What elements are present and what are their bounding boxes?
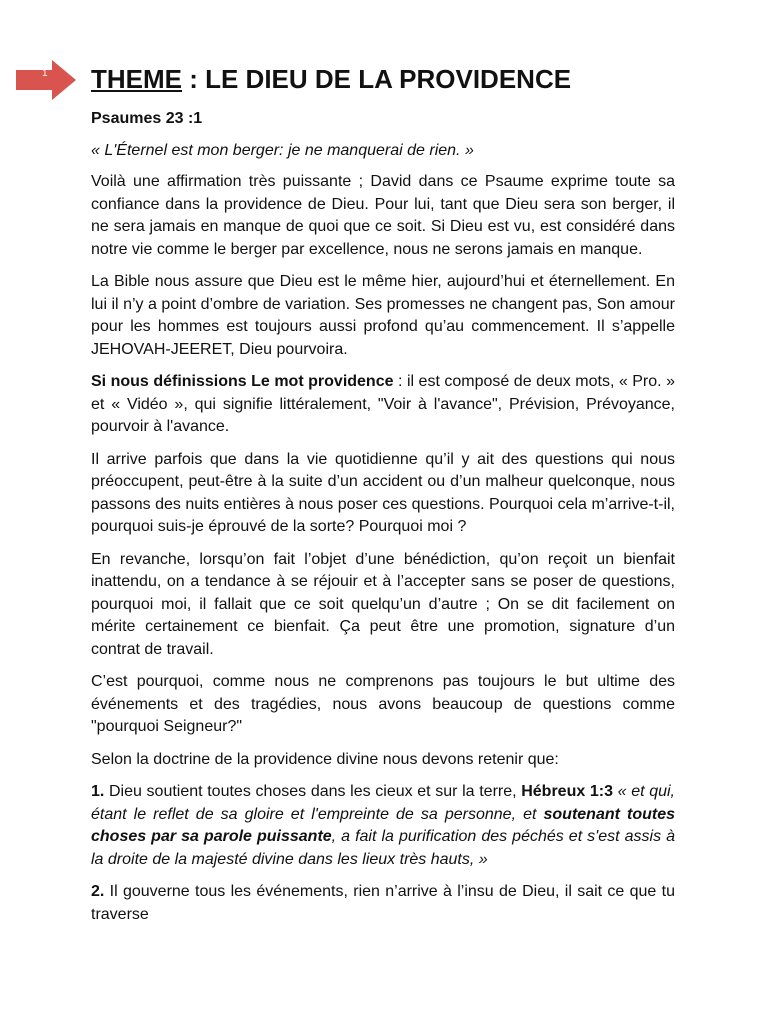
page-title (91, 62, 691, 96)
point-1-quote-bold: soutenant toutes choses par sa parole puissante (91, 805, 676, 845)
paragraph-2: La Bible nous assure que Dieu est le même hier, aujourd’hui et éternellement. En lui il n’y a point d’ombre de variation. Ses promesses ne changent pas, Son amour pour les hommes est toujours aussi profond qu’au commencement. Il s’appelle JEHOVAH-JEERET, Dieu pourvoira. (91, 273, 675, 358)
point-1-text: Dieu soutient toutes choses dans les cieux et sur la terre, (104, 783, 522, 800)
point-2 (91, 881, 675, 926)
page-number: 1 (42, 68, 48, 79)
point-1-quote-a: « et qui, étant le reflet de sa gloire et l'empreinte de sa personne, et (91, 783, 675, 823)
title-rest: : LE DIEU DE LA PROVIDENCE (182, 64, 572, 94)
point-1-number: 1. (91, 783, 105, 800)
paragraph-5: En revanche, lorsqu’on fait l’objet d’une bénédiction, qu’on reçoit un bienfait inattendu, on a tendance à se réjouir et à l’accepter sans se poser de questions, pourquoi moi, il fallait que ce soit quelqu’un d’autre ; On se dit facilement on mérite certainement ce bienfait. Ça peut être une promotion, signature d’un contrat de travail. (91, 550, 675, 658)
scripture-reference: Psaumes 23 :1 (91, 110, 203, 127)
point-2-number: 2. (91, 883, 105, 900)
paragraph-7: Selon la doctrine de la providence divine nous devons retenir que: (91, 750, 559, 768)
point-1-reference: Hébreux 1:3 (521, 783, 614, 800)
point-1-quote-b: , a fait la purification des péchés et s'est assis à la droite de la majesté divine dans les lieux très hauts, » (91, 828, 675, 868)
title-prefix: THEME (91, 64, 182, 94)
arrow-icon (16, 60, 76, 100)
paragraph-3-bold: Si nous définissions Le mot providence (91, 373, 394, 390)
paragraph-4: Il arrive parfois que dans la vie quotidienne qu’il y ait des questions qui nous préoccupent, peut-être à la suite d’un accident ou d’un malheur quelconque, nous passons des nuits entières à nous poser ces questions. Pourquoi cela m’arrive-t-il, pourquoi suis-je éprouvé de la sorte? Pourquoi moi ? (91, 450, 675, 535)
paragraph-3 (91, 371, 675, 439)
page-marker-arrow (16, 60, 76, 100)
scripture-verse: « L'Éternel est mon berger: je ne manquerai de rien. » (91, 141, 474, 159)
document-body (91, 108, 675, 936)
arrow-shape (16, 60, 76, 100)
paragraph-6: C’est pourquoi, comme nous ne comprenons pas toujours le but ultime des événements et des tragédies, nous avons beaucoup de questions comme "pourquoi Seigneur?" (91, 673, 675, 735)
point-2-text: Il gouverne tous les événements, rien n’arrive à l’insu de Dieu, il sait ce que tu traverse (91, 883, 675, 923)
point-1 (91, 781, 675, 871)
paragraph-3-rest: : il est composé de deux mots, « Pro. » et « Vidéo », qui signifie littéralement, "Voir à l'avance", Prévision, Prévoyance, pourvoir à l'avance. (91, 373, 675, 435)
paragraph-1: Voilà une affirmation très puissante ; David dans ce Psaume exprime toute sa confiance dans la providence de Dieu. Pour lui, tant que Dieu sera son berger, il ne sera jamais en manque de quoi que ce soit. Si Dieu est vu, est considéré dans notre vie comme le berger par excellence, nous ne serons jamais en manque. (91, 173, 675, 258)
